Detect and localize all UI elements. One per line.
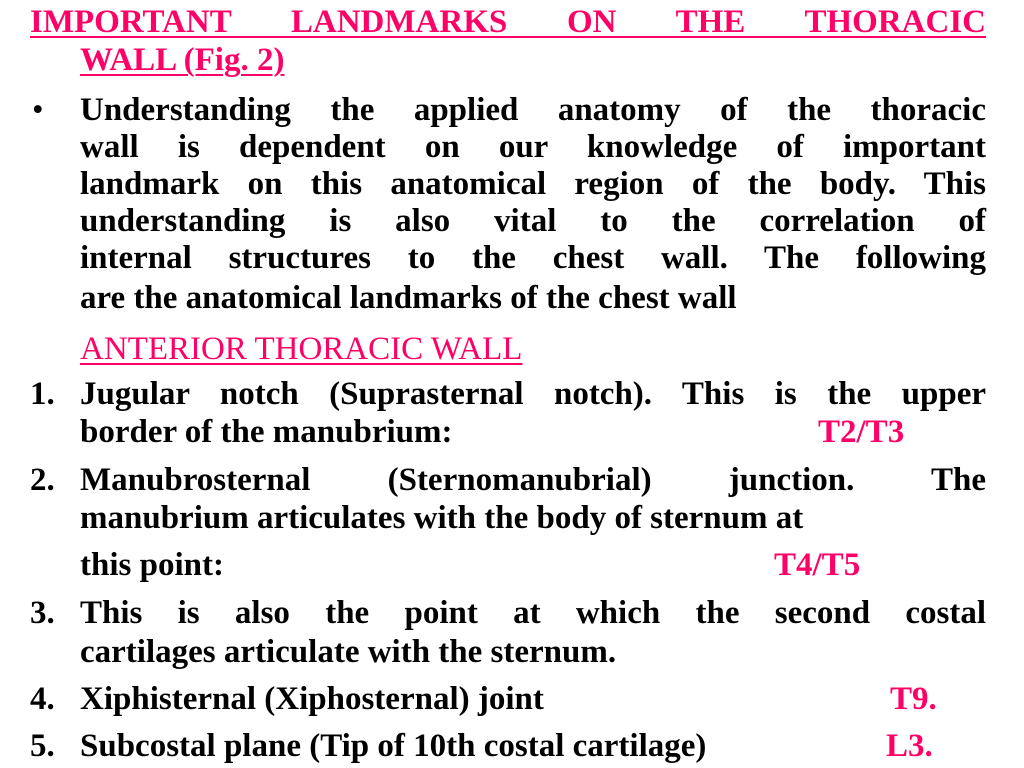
- item-line: this point:: [80, 547, 224, 583]
- item-number: 3.: [30, 595, 55, 631]
- item-line: cartilages articulate with the sternum.: [80, 634, 617, 670]
- intro-line: landmark on this anatomical region of the body. This: [80, 166, 986, 202]
- item-line: Manubrosternal (Sternomanubrial) junction. The: [80, 462, 986, 498]
- vertebral-level: L3.: [886, 728, 933, 764]
- intro-line: understanding is also vital to the correlation of: [80, 203, 986, 239]
- item-line: Xiphisternal (Xiphosternal) joint: [80, 681, 544, 717]
- vertebral-level: T9.: [890, 681, 937, 717]
- vertebral-level: T4/T5: [774, 547, 861, 583]
- intro-line: internal structures to the chest wall. The following: [80, 240, 986, 276]
- item-number: 2.: [30, 462, 55, 498]
- item-line: manubrium articulates with the body of sternum at: [80, 500, 804, 536]
- subheading: ANTERIOR THORACIC WALL: [80, 331, 523, 367]
- item-number: 4.: [30, 681, 55, 717]
- heading-line-2: WALL (Fig. 2): [80, 42, 285, 78]
- item-number: 1.: [30, 376, 55, 412]
- item-line: Jugular notch (Suprasternal notch). This is the upper: [80, 376, 986, 412]
- bullet-marker: •: [32, 92, 44, 128]
- item-line: This is also the point at which the second costal: [80, 595, 986, 631]
- intro-line: are the anatomical landmarks of the chest wall: [80, 280, 737, 316]
- vertebral-level: T2/T3: [818, 414, 905, 450]
- heading-line-1: IMPORTANT LANDMARKS ON THE THORACIC: [30, 4, 986, 40]
- item-line: Subcostal plane (Tip of 10th costal cartilage): [80, 728, 707, 764]
- intro-line: wall is dependent on our knowledge of important: [80, 129, 986, 165]
- intro-line: Understanding the applied anatomy of the thoracic: [80, 92, 986, 128]
- item-line: border of the manubrium:: [80, 414, 453, 450]
- item-number: 5.: [30, 728, 55, 764]
